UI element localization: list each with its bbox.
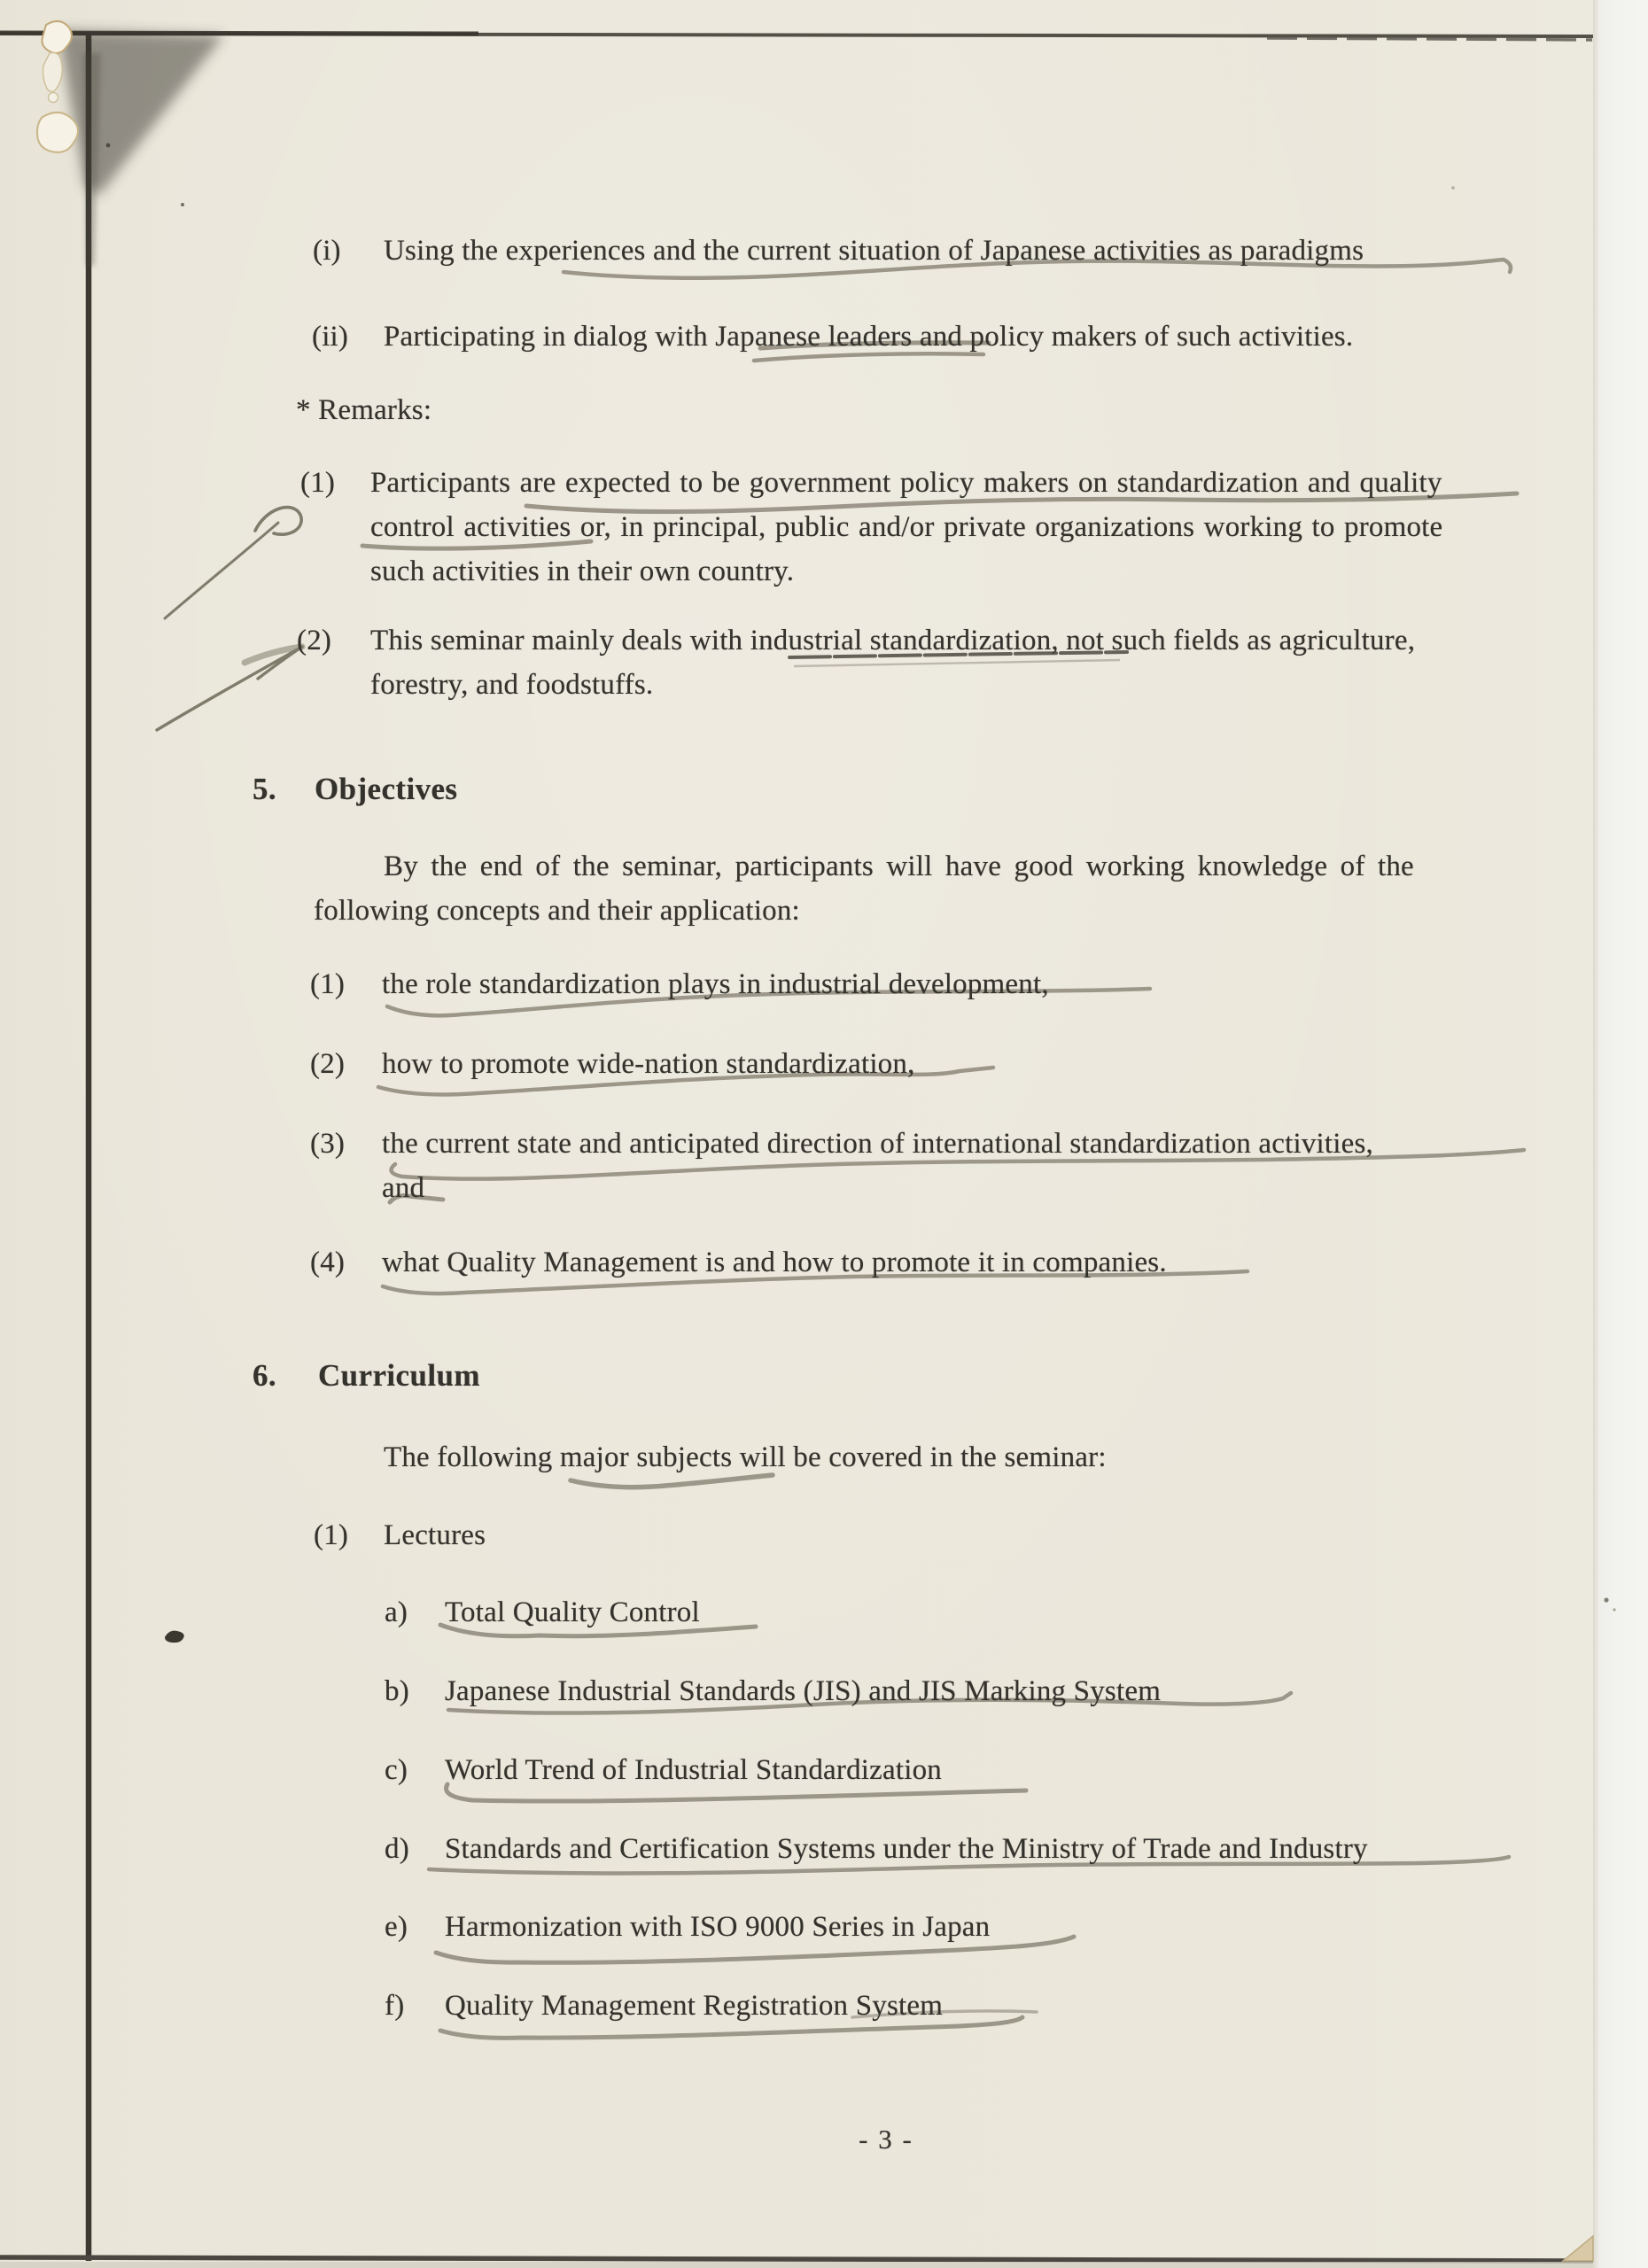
objective-4-text: what Quality Management is and how to promote it in companies. [382, 1247, 1167, 1278]
lecture-item-a-marker: a) [385, 1596, 408, 1628]
ink-speck [1613, 1608, 1615, 1611]
intro-point-i-text: Using the experiences and the current situation of Japanese activities as paradigms [384, 235, 1364, 267]
remark-1-line-2: control activities or, in principal, public and/or private organizations working to promote [370, 511, 1443, 543]
lecture-item-b [385, 1669, 1161, 1713]
ink-speck [106, 144, 111, 148]
objective-2-text: how to promote wide-nation standardization, [382, 1048, 915, 1080]
lecture-item-a-text: Total Quality Control [445, 1596, 700, 1628]
remark-1-marker: (1) [300, 467, 336, 499]
lecture-item-b-marker: b) [385, 1675, 409, 1707]
objectives-intro-line-1: By the end of the seminar, participants will have good working knowledge of the [384, 850, 1414, 882]
objective-3-text [382, 1122, 1373, 1210]
page-edge-top-line-dashes [1267, 38, 1592, 40]
corner-smudge [58, 30, 223, 195]
objective-3-line-2: and [382, 1172, 425, 1204]
lectures-marker: (1) [314, 1519, 349, 1551]
lecture-item-e [385, 1905, 990, 1949]
ink-blot [165, 1631, 184, 1643]
remarks-label: * Remarks: [296, 394, 432, 426]
intro-point-ii-text: Participating in dialog with Japanese leaders and policy makers of such activities. [384, 321, 1354, 353]
section-5-heading [253, 767, 457, 812]
ink-speck [1604, 1597, 1608, 1602]
lecture-item-c-text: World Trend of Industrial Standardization [445, 1754, 942, 1786]
page-number: - 3 - [859, 2124, 913, 2155]
lecture-item-e-text: Harmonization with ISO 9000 Series in Japan [445, 1911, 991, 1943]
objectives-intro-line-2: following concepts and their application: [314, 895, 800, 927]
lecture-item-f-marker: f) [385, 1990, 405, 2022]
remark-1 [370, 461, 1442, 594]
lectures-row [314, 1513, 486, 1557]
remark-2-line-2: forestry, and foodstuffs. [370, 669, 654, 701]
page-edge-bottom-line [0, 2257, 1593, 2261]
remark-2-line-1: This seminar mainly deals with industrial standardization, not such fields as agriculture, [370, 625, 1416, 656]
objectives-intro [314, 844, 1414, 933]
remark-2 [370, 618, 1415, 707]
bottom-edge-shadow [0, 2262, 1593, 2268]
ink-speck [181, 203, 184, 206]
pencil-arrow-2-shaft [157, 647, 302, 730]
curriculum-intro: The following major subjects will be covered in the seminar: [384, 1441, 1107, 1473]
section-6-heading [253, 1354, 480, 1398]
objective-3-line-1: the current state and anticipated direction of international standardization activities, [382, 1128, 1374, 1160]
lecture-item-c [385, 1748, 942, 1792]
lecture-item-d-text: Standards and Certification Systems under the Ministry of Trade and Industry [445, 1833, 1368, 1865]
staple-mark [43, 52, 63, 91]
lecture-item-c-marker: c) [385, 1754, 408, 1786]
lecture-item-f-text: Quality Management Registration System [445, 1990, 944, 2022]
remark-2-marker: (2) [297, 625, 332, 656]
objective-1-text: the role standardization plays in industrial development, [382, 968, 1049, 1000]
lecture-item-a [385, 1590, 700, 1635]
intro-point-i [313, 229, 1364, 273]
pencil-arrow-1-shaft [165, 523, 278, 618]
ink-speck [1451, 186, 1455, 190]
section-6-number: 6. [253, 1358, 277, 1393]
intro-point-ii-marker: (ii) [312, 321, 349, 353]
objective-1-marker: (1) [310, 968, 346, 1000]
dog-ear [1563, 2236, 1593, 2261]
pencil-arrow-1-head [255, 508, 301, 535]
lecture-item-e-marker: e) [385, 1911, 408, 1943]
remark-1-line-3: such activities in their own country. [370, 555, 795, 587]
lecture-item-f [385, 1984, 943, 2028]
staple-mark [37, 113, 78, 152]
intro-point-ii [312, 315, 1353, 359]
section-5-title: Objectives [315, 772, 458, 806]
lecture-item-b-text: Japanese Industrial Standards (JIS) and JIS Marking System [445, 1675, 1162, 1707]
lecture-item-d [385, 1827, 1368, 1871]
lectures-label: Lectures [384, 1519, 486, 1551]
objective-3-marker: (3) [310, 1128, 346, 1160]
section-5-number: 5. [253, 772, 277, 806]
objective-2-marker: (2) [310, 1048, 346, 1080]
lecture-item-d-marker: d) [385, 1833, 409, 1865]
intro-point-i-marker: (i) [313, 235, 341, 267]
staple-mark [49, 93, 58, 103]
pencil-arrow-2-head-a [245, 647, 302, 663]
page-edge-left-line [88, 34, 90, 2261]
remark-1-line-1: Participants are expected to be government policy makers on standardization and quality [370, 467, 1442, 499]
section-6-title: Curriculum [318, 1358, 480, 1393]
objective-4-marker: (4) [310, 1247, 346, 1278]
